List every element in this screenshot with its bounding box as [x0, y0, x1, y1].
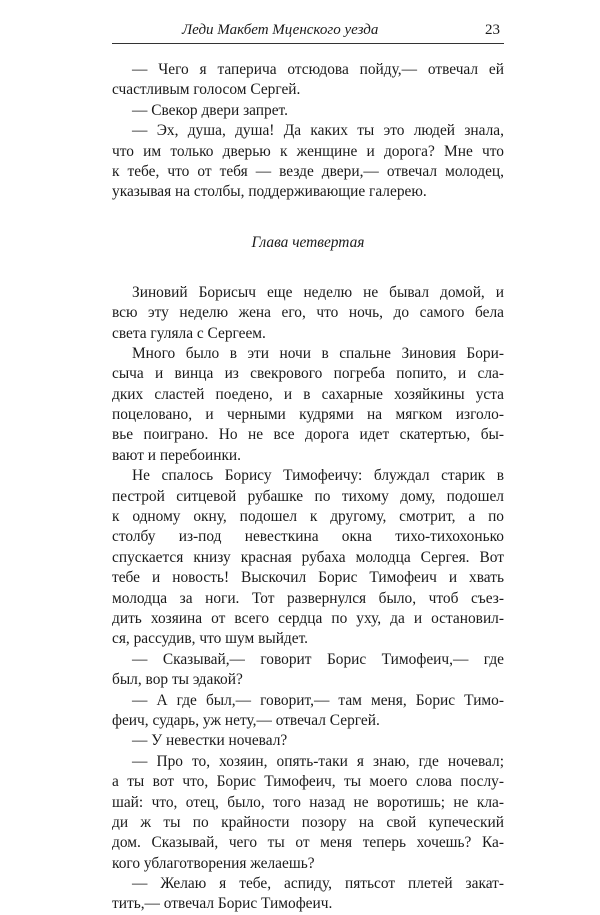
- text-line: молодца за ноги. Тот развернулся было, чтоб съез-: [112, 589, 504, 607]
- text-line: к тебе, что от тебя — везде двери,— отвечал молодец,: [112, 162, 504, 180]
- text-line: — Свекор двери запрет.: [132, 101, 288, 119]
- text-line: что им только дверью к женщине и дорога? Мне что: [112, 142, 504, 160]
- text-line: Зиновий Борисыч еще неделю не бывал домой, и: [132, 283, 504, 301]
- text-line: всю эту неделю жена его, что ночь, до самого бела: [112, 304, 504, 322]
- text-line: шай: что, отец, было, того назад не воротишь; не кла-: [112, 793, 504, 811]
- text-line: — Желаю я тебе, аспиду, пятьсот плетей закат-: [132, 875, 504, 893]
- text-line: Много было в эти ночи в спальне Зиновия Бори-: [132, 344, 504, 362]
- text-line: кого ублаготворения желаешь?: [112, 854, 315, 872]
- page-number: 23: [485, 22, 500, 38]
- text-line: вают и перебоинки.: [112, 446, 242, 464]
- text-line: а ты вот что, Борис Тимофеич, ты моего слова послу-: [112, 773, 504, 791]
- running-title: Леди Макбет Мценского уезда: [182, 22, 379, 38]
- text-line: — Эх, душа, душа! Да каких ты это людей знала,: [132, 122, 504, 140]
- text-line: тить,— отвечал Борис Тимофеич.: [112, 895, 333, 913]
- text-line: указывая на столбы, поддерживающие галерею.: [112, 183, 427, 201]
- text-line: — Про то, хозяин, опять-таки я знаю, где ночевал;: [132, 752, 504, 770]
- text-line: вье поиграно. Но не все дорога идет скатертью, бы-: [112, 426, 504, 444]
- text-line: — У невестки ночевал?: [132, 732, 288, 750]
- text-line: тебе и новость! Выскочил Борис Тимофеич и хвать: [112, 569, 504, 587]
- text-line: столбу из-под невесткина окна тихо-тихохонько: [112, 528, 504, 546]
- text-line: феич, сударь, уж нету,— отвечал Сергей.: [112, 711, 380, 729]
- text-line: к одному окну, подошел к другому, смотрит, а по: [112, 508, 504, 526]
- text-line: счастливым голосом Сергей.: [112, 81, 301, 99]
- text-line: ся, рассудив, что шум выйдет.: [112, 630, 309, 648]
- text-line: света гуляла с Сергеем.: [112, 324, 266, 342]
- text-line: — Сказывай,— говорит Борис Тимофеич,— где: [132, 650, 504, 668]
- text-line: — Чего я таперича отсюдова пойду,— отвечал ей: [132, 61, 504, 78]
- text-line: — А где был,— говорит,— там меня, Борис Тимо-: [132, 691, 504, 709]
- text-line: Не спалось Борису Тимофеичу: блуждал старик в: [132, 467, 504, 485]
- text-line: дом. Сказывай, чего ты от меня теперь хочешь? Ка-: [112, 834, 504, 852]
- text-line: дких сластей поедено, и в сахарные хозяйкины уста: [112, 385, 504, 403]
- text-line: сыча и винца из свекрового погреба попито, и сла-: [112, 365, 504, 383]
- text-line: спускается книзу красная рубаха молодца Сергея. Вот: [112, 548, 504, 566]
- text-line: ди ж ты по крайности позору на свой купеческий: [112, 813, 504, 831]
- text-line: поцеловано, и черными кудрями на мягком изголо-: [112, 406, 504, 424]
- text-line: пестрой ситцевой рубашке по тихому дому, подошел: [112, 487, 504, 505]
- chapter-title: Глава четвертая: [251, 233, 365, 251]
- text-block-chapter-four: [112, 283, 504, 915]
- book-page: [112, 22, 504, 915]
- text-line: был, вор ты эдакой?: [112, 671, 243, 689]
- text-line: дить хозяина от всего сердца по уху, да и остановил-: [112, 609, 504, 627]
- running-header: [112, 22, 504, 44]
- text-block-intro: [112, 60, 504, 203]
